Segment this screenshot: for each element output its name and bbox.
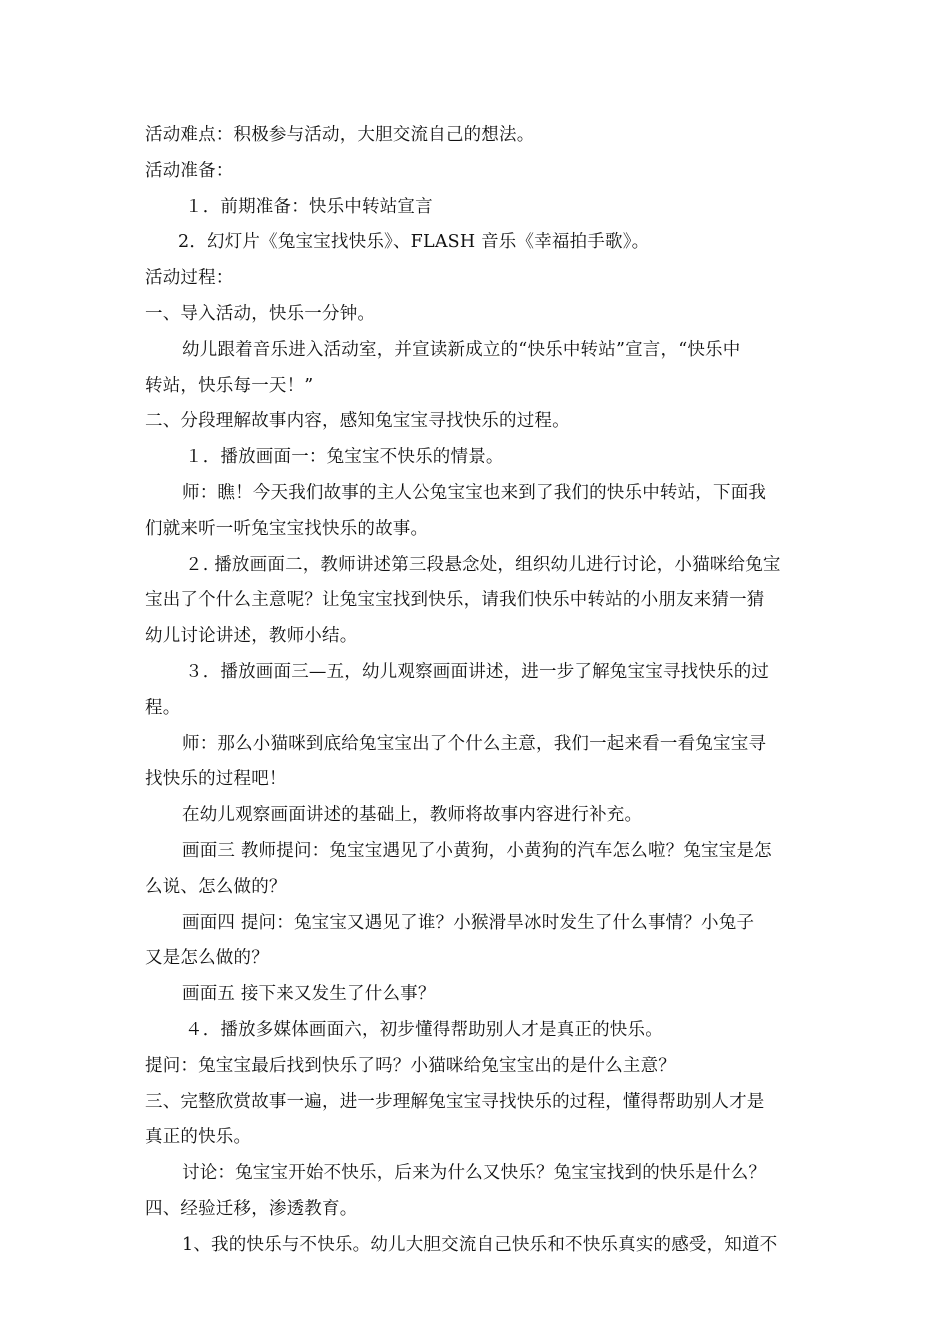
text-line-step-2: ２. 播放画面二，教师讲述第三段悬念处，组织幼儿进行讨论，小猫咪给兔宝 <box>185 554 781 575</box>
text-line-step-3: ３．播放画面三—五，幼儿观察画面讲述，进一步了解兔宝宝寻找快乐的过 <box>185 661 770 682</box>
text-line-step-1: １．播放画面一：兔宝宝不快乐的情景。 <box>185 447 504 468</box>
text-line-paragraph-cont: 宝出了个什么主意呢？让兔宝宝找到快乐，请我们快乐中转站的小朋友来猜一猜 <box>145 590 765 611</box>
text-line-paragraph: 师：那么小猫咪到底给兔宝宝出了个什么主意，我们一起来看一看兔宝宝寻 <box>182 733 767 754</box>
text-line-section-1: 一、导入活动，快乐一分钟。 <box>145 303 376 324</box>
text-line-paragraph-cont: 又是怎么做的？ <box>145 948 269 969</box>
text-line-discussion: 讨论：兔宝宝开始不快乐，后来为什么又快乐？兔宝宝找到的快乐是什么？ <box>182 1163 767 1184</box>
text-line-process-heading: 活动过程： <box>145 268 234 289</box>
text-line-preparation-heading: 活动准备： <box>145 160 234 181</box>
text-line-scene-5: 画面五 接下来又发生了什么事？ <box>182 984 436 1005</box>
text-line-paragraph-cont: 么说、怎么做的？ <box>145 876 287 897</box>
text-line-question: 提问：兔宝宝最后找到快乐了吗？小猫咪给兔宝宝出的是什么主意？ <box>145 1055 676 1076</box>
text-line-paragraph-cont: 幼儿讨论讲述，教师小结。 <box>145 626 358 647</box>
text-line-difficulty: 活动难点：积极参与活动，大胆交流自己的想法。 <box>145 125 535 145</box>
text-line-preparation-1: １．前期准备：快乐中转站宣言 <box>185 196 433 217</box>
text-line-step-4: ４．播放多媒体画面六，初步懂得帮助别人才是真正的快乐。 <box>185 1019 663 1040</box>
text-line-paragraph: 1、我的快乐与不快乐。幼儿大胆交流自己快乐和不快乐真实的感受，知道不 <box>182 1234 778 1255</box>
text-line-section-4: 四、经验迁移，渗透教育。 <box>145 1198 358 1219</box>
text-line-paragraph: 师：瞧！今天我们故事的主人公兔宝宝也来到了我们的快乐中转站，下面我 <box>182 482 767 503</box>
text-line-preparation-2: 2．幻灯片《兔宝宝找快乐》、FLASH 音乐《幸福拍手歌》。 <box>178 232 650 253</box>
document-body <box>145 118 809 1264</box>
text-line-paragraph: 幼儿跟着音乐进入活动室，并宣读新成立的“快乐中转站”宣言，“快乐中 <box>182 339 741 360</box>
text-line-scene-3: 画面三 教师提问：兔宝宝遇见了小黄狗，小黄狗的汽车怎么啦？兔宝宝是怎 <box>182 840 772 861</box>
text-line-paragraph: 在幼儿观察画面讲述的基础上，教师将故事内容进行补充。 <box>182 805 643 826</box>
text-line-scene-4: 画面四 提问：兔宝宝又遇见了谁？小猴滑旱冰时发生了什么事情？小兔子 <box>182 912 755 933</box>
text-line-paragraph-cont: 们就来听一听兔宝宝找快乐的故事。 <box>145 518 429 539</box>
text-line-paragraph-cont: 真正的快乐。 <box>145 1127 252 1148</box>
text-line-paragraph-cont: 找快乐的过程吧！ <box>145 769 287 790</box>
text-line-paragraph-cont: 程。 <box>145 697 181 718</box>
text-line-section-2: 二、分段理解故事内容，感知兔宝宝寻找快乐的过程。 <box>145 411 570 432</box>
text-line-section-3: 三、完整欣赏故事一遍，进一步理解兔宝宝寻找快乐的过程，懂得帮助别人才是 <box>145 1091 765 1112</box>
text-line-paragraph-cont: 转站，快乐每一天！” <box>145 375 314 396</box>
